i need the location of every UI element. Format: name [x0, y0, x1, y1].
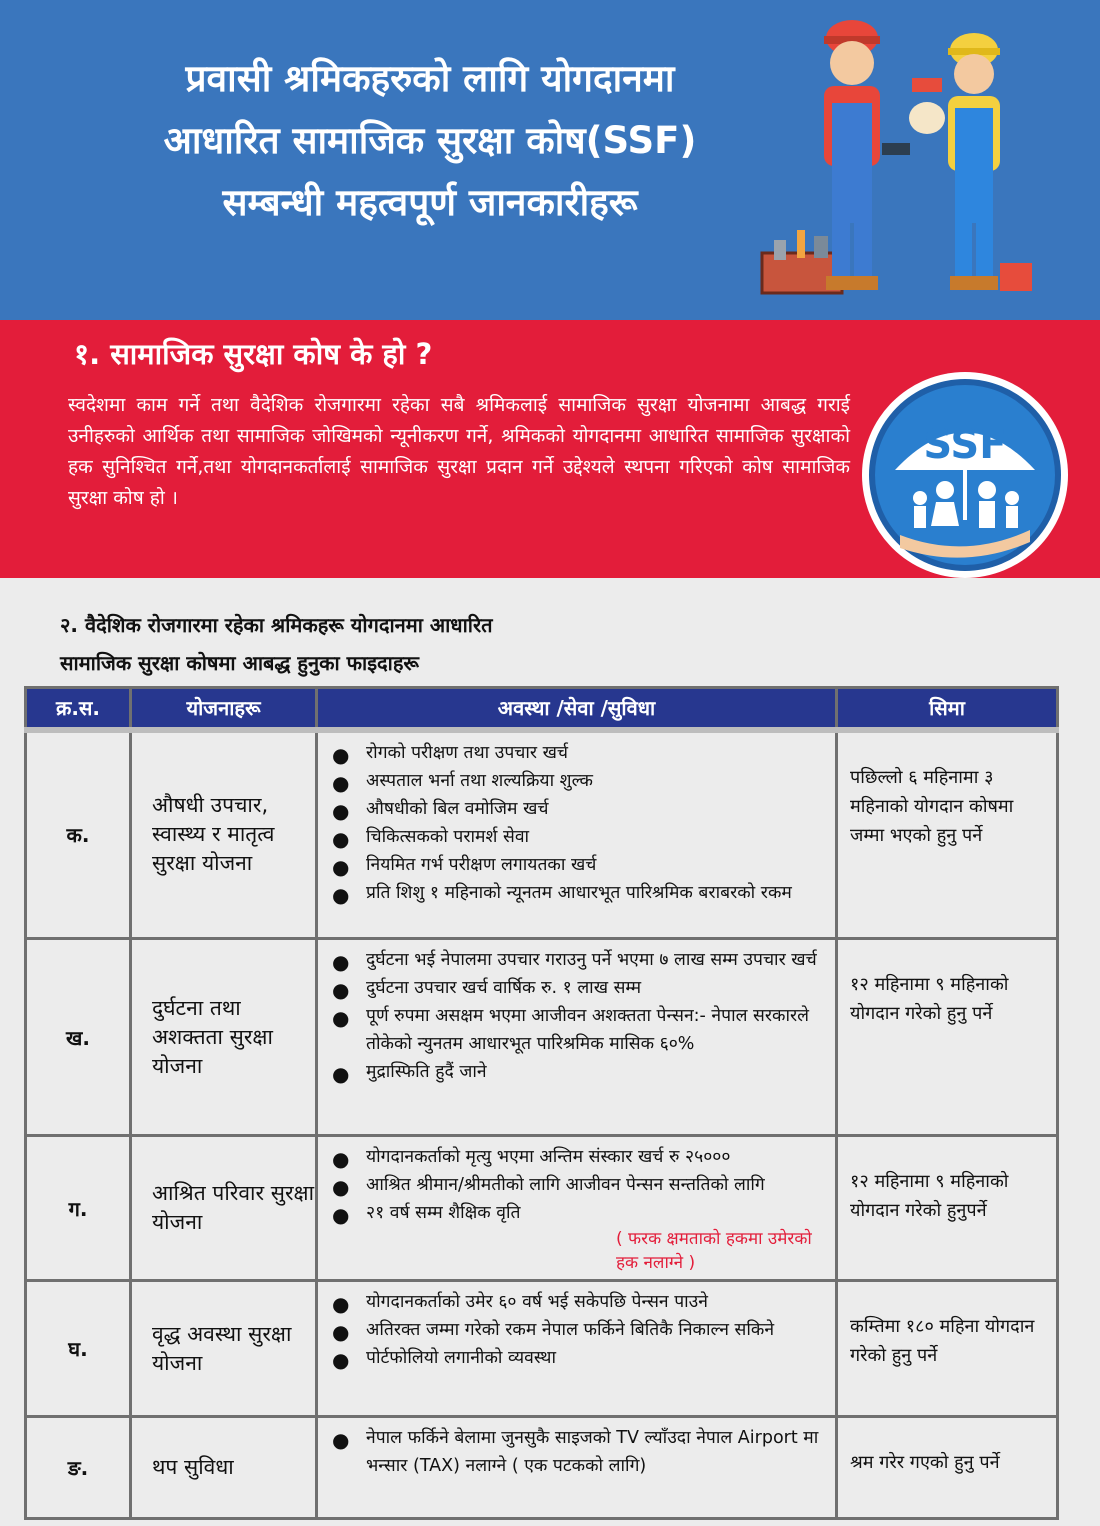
service-item: ● प्रति शिशु १ महिनाको न्यूनतम आधारभूत पारिश्रमिक बराबरको रकम — [366, 879, 827, 907]
table-row — [26, 1136, 1058, 1281]
section-2-heading-line-1: २. वैदेशिक रोजगारमा रहेका श्रमिकहरू योगदानमा आधारित — [60, 613, 493, 637]
service-item: ● पोर्टफोलियो लगानीको व्यवस्था — [366, 1344, 827, 1372]
service-item: ● आश्रित श्रीमान/श्रीमतीको लागि आजीवन पेन्सन सन्ततिको लागि — [366, 1171, 827, 1199]
row-number: ङ. — [26, 1417, 131, 1519]
limit-cell: श्रम गरेर गएको हुनु पर्ने — [837, 1417, 1058, 1519]
section-2-heading — [60, 606, 493, 682]
row-number: क. — [26, 730, 131, 939]
table-row — [26, 1417, 1058, 1519]
scheme-name: थप सुविधा — [131, 1417, 317, 1519]
limit-cell: १२ महिनामा ९ महिनाको योगदान गरेको हुनुपर्ने — [837, 1136, 1058, 1281]
service-item: ● चिकित्सकको परामर्श सेवा — [366, 823, 827, 851]
column-header: अवस्था /सेवा /सुविधा — [317, 688, 837, 730]
scheme-name: वृद्ध अवस्था सुरक्षा योजना — [131, 1281, 317, 1417]
title-line-1: प्रवासी श्रमिकहरुको लागि योगदानमा — [185, 57, 675, 100]
services-cell — [317, 1136, 837, 1281]
row-number: ग. — [26, 1136, 131, 1281]
disability-note: ( फरक क्षमताको हकमा उमेरको हक नलाग्ने ) — [616, 1229, 812, 1273]
service-item: ● अस्पताल भर्ना तथा शल्यक्रिया शुल्क — [366, 767, 827, 795]
service-item: ● अतिरक्त जम्मा गरेको रकम नेपाल फर्किने बितिकै निकाल्न सकिने — [366, 1316, 827, 1344]
service-item: ● नेपाल फर्किने बेलामा जुनसुकै साइजको TV ल्याँउदा नेपाल Airport मा भन्सार (TAX) नलाग्ने ( एक पटकको लागि) — [366, 1424, 827, 1480]
table-header-row — [26, 688, 1058, 730]
workers-illustration — [752, 8, 1052, 308]
header-banner — [0, 0, 1100, 320]
column-header: सिमा — [837, 688, 1058, 730]
column-header: क्र.स. — [26, 688, 131, 730]
service-item: ● पूर्ण रुपमा असक्षम भएमा आजीवन अशक्तता पेन्सन:- नेपाल सरकारले तोकेको न्युनतम आधारभूत पारिश्रमिक मासिक ६०% — [366, 1002, 827, 1058]
service-item: ● मुद्रास्फिति हुदैं जाने — [366, 1058, 827, 1086]
limit-cell: कम्तिमा १८० महिना योगदान गरेको हुनु पर्ने — [837, 1281, 1058, 1417]
ssf-logo-text: SSF — [923, 422, 1007, 468]
column-header: योजनाहरू — [131, 688, 317, 730]
page-title — [60, 48, 800, 234]
title-line-3: सम्बन्धी महत्वपूर्ण जानकारीहरू — [222, 181, 638, 224]
service-item: ● दुर्घटना भई नेपालमा उपचार गराउनु पर्ने भएमा ७ लाख सम्म उपचार खर्च — [366, 946, 827, 974]
female-worker-icon — [909, 33, 1032, 291]
services-cell — [317, 939, 837, 1136]
service-item: ● औषधीको बिल वमोजिम खर्च — [366, 795, 827, 823]
service-item: ● योगदानकर्ताको मृत्यु भएमा अन्तिम संस्कार खर्च रु २५००० — [366, 1143, 827, 1171]
services-cell — [317, 1417, 837, 1519]
services-cell — [317, 1281, 837, 1417]
table-row — [26, 939, 1058, 1136]
section-1-text: स्वदेशमा काम गर्ने तथा वैदेशिक रोजगारमा रहेका सबै श्रमिकलाई सामाजिक सुरक्षा योजनामा आबद्ध गराई उनीहरुको आर्थिक तथा सामाजिक जोखिमको न्यूनीकरण गर्ने, श्रमिकको योगदानमा आधारित सामाजिक सुरक्षाको हक सुनिश्चित गर्ने,तथा योगदानकर्तालाई सामाजिक सुरक्षा प्रदान गर्ने उद्देश्यले स्थपना गरिएको कोष सामाजिक सुरक्षा कोष हो । — [68, 394, 850, 509]
title-line-2: आधारित सामाजिक सुरक्षा कोष(SSF) — [163, 119, 697, 162]
service-item: ● दुर्घटना उपचार खर्च वार्षिक रु. १ लाख सम्म — [366, 974, 827, 1002]
section-2-heading-line-2: सामाजिक सुरक्षा कोषमा आबद्ध हुनुका फाइदाहरू — [60, 651, 419, 675]
service-item: ● योगदानकर्ताको उमेर ६० वर्ष भई सकेपछि पेन्सन पाउने — [366, 1288, 827, 1316]
male-worker-icon — [824, 20, 910, 290]
row-number: ख. — [26, 939, 131, 1136]
service-item: ● रोगको परीक्षण तथा उपचार खर्च — [366, 739, 827, 767]
table-row — [26, 730, 1058, 939]
table-row — [26, 1281, 1058, 1417]
row-number: घ. — [26, 1281, 131, 1417]
benefits-table — [24, 686, 1059, 1520]
services-cell — [317, 730, 837, 939]
section-1-heading: १. सामाजिक सुरक्षा कोष के हो ? — [74, 337, 433, 371]
scheme-name: आश्रित परिवार सुरक्षा योजना — [131, 1136, 317, 1281]
scheme-name: दुर्घटना तथा अशक्तता सुरक्षा योजना — [131, 939, 317, 1136]
service-item: ● २१ वर्ष सम्म शैक्षिक वृति — [366, 1199, 827, 1227]
service-item: ● नियमित गर्भ परीक्षण लगायतका खर्च — [366, 851, 827, 879]
scheme-name: औषधी उपचार, स्वास्थ्य र मातृत्व सुरक्षा योजना — [131, 730, 317, 939]
intro-section — [0, 320, 1100, 578]
limit-cell: १२ महिनामा ९ महिनाको योगदान गरेको हुनु पर्ने — [837, 939, 1058, 1136]
ssf-logo — [860, 370, 1070, 580]
limit-cell: पछिल्लो ६ महिनामा ३ महिनाको योगदान कोषमा जम्मा भएको हुनु पर्ने — [837, 730, 1058, 939]
